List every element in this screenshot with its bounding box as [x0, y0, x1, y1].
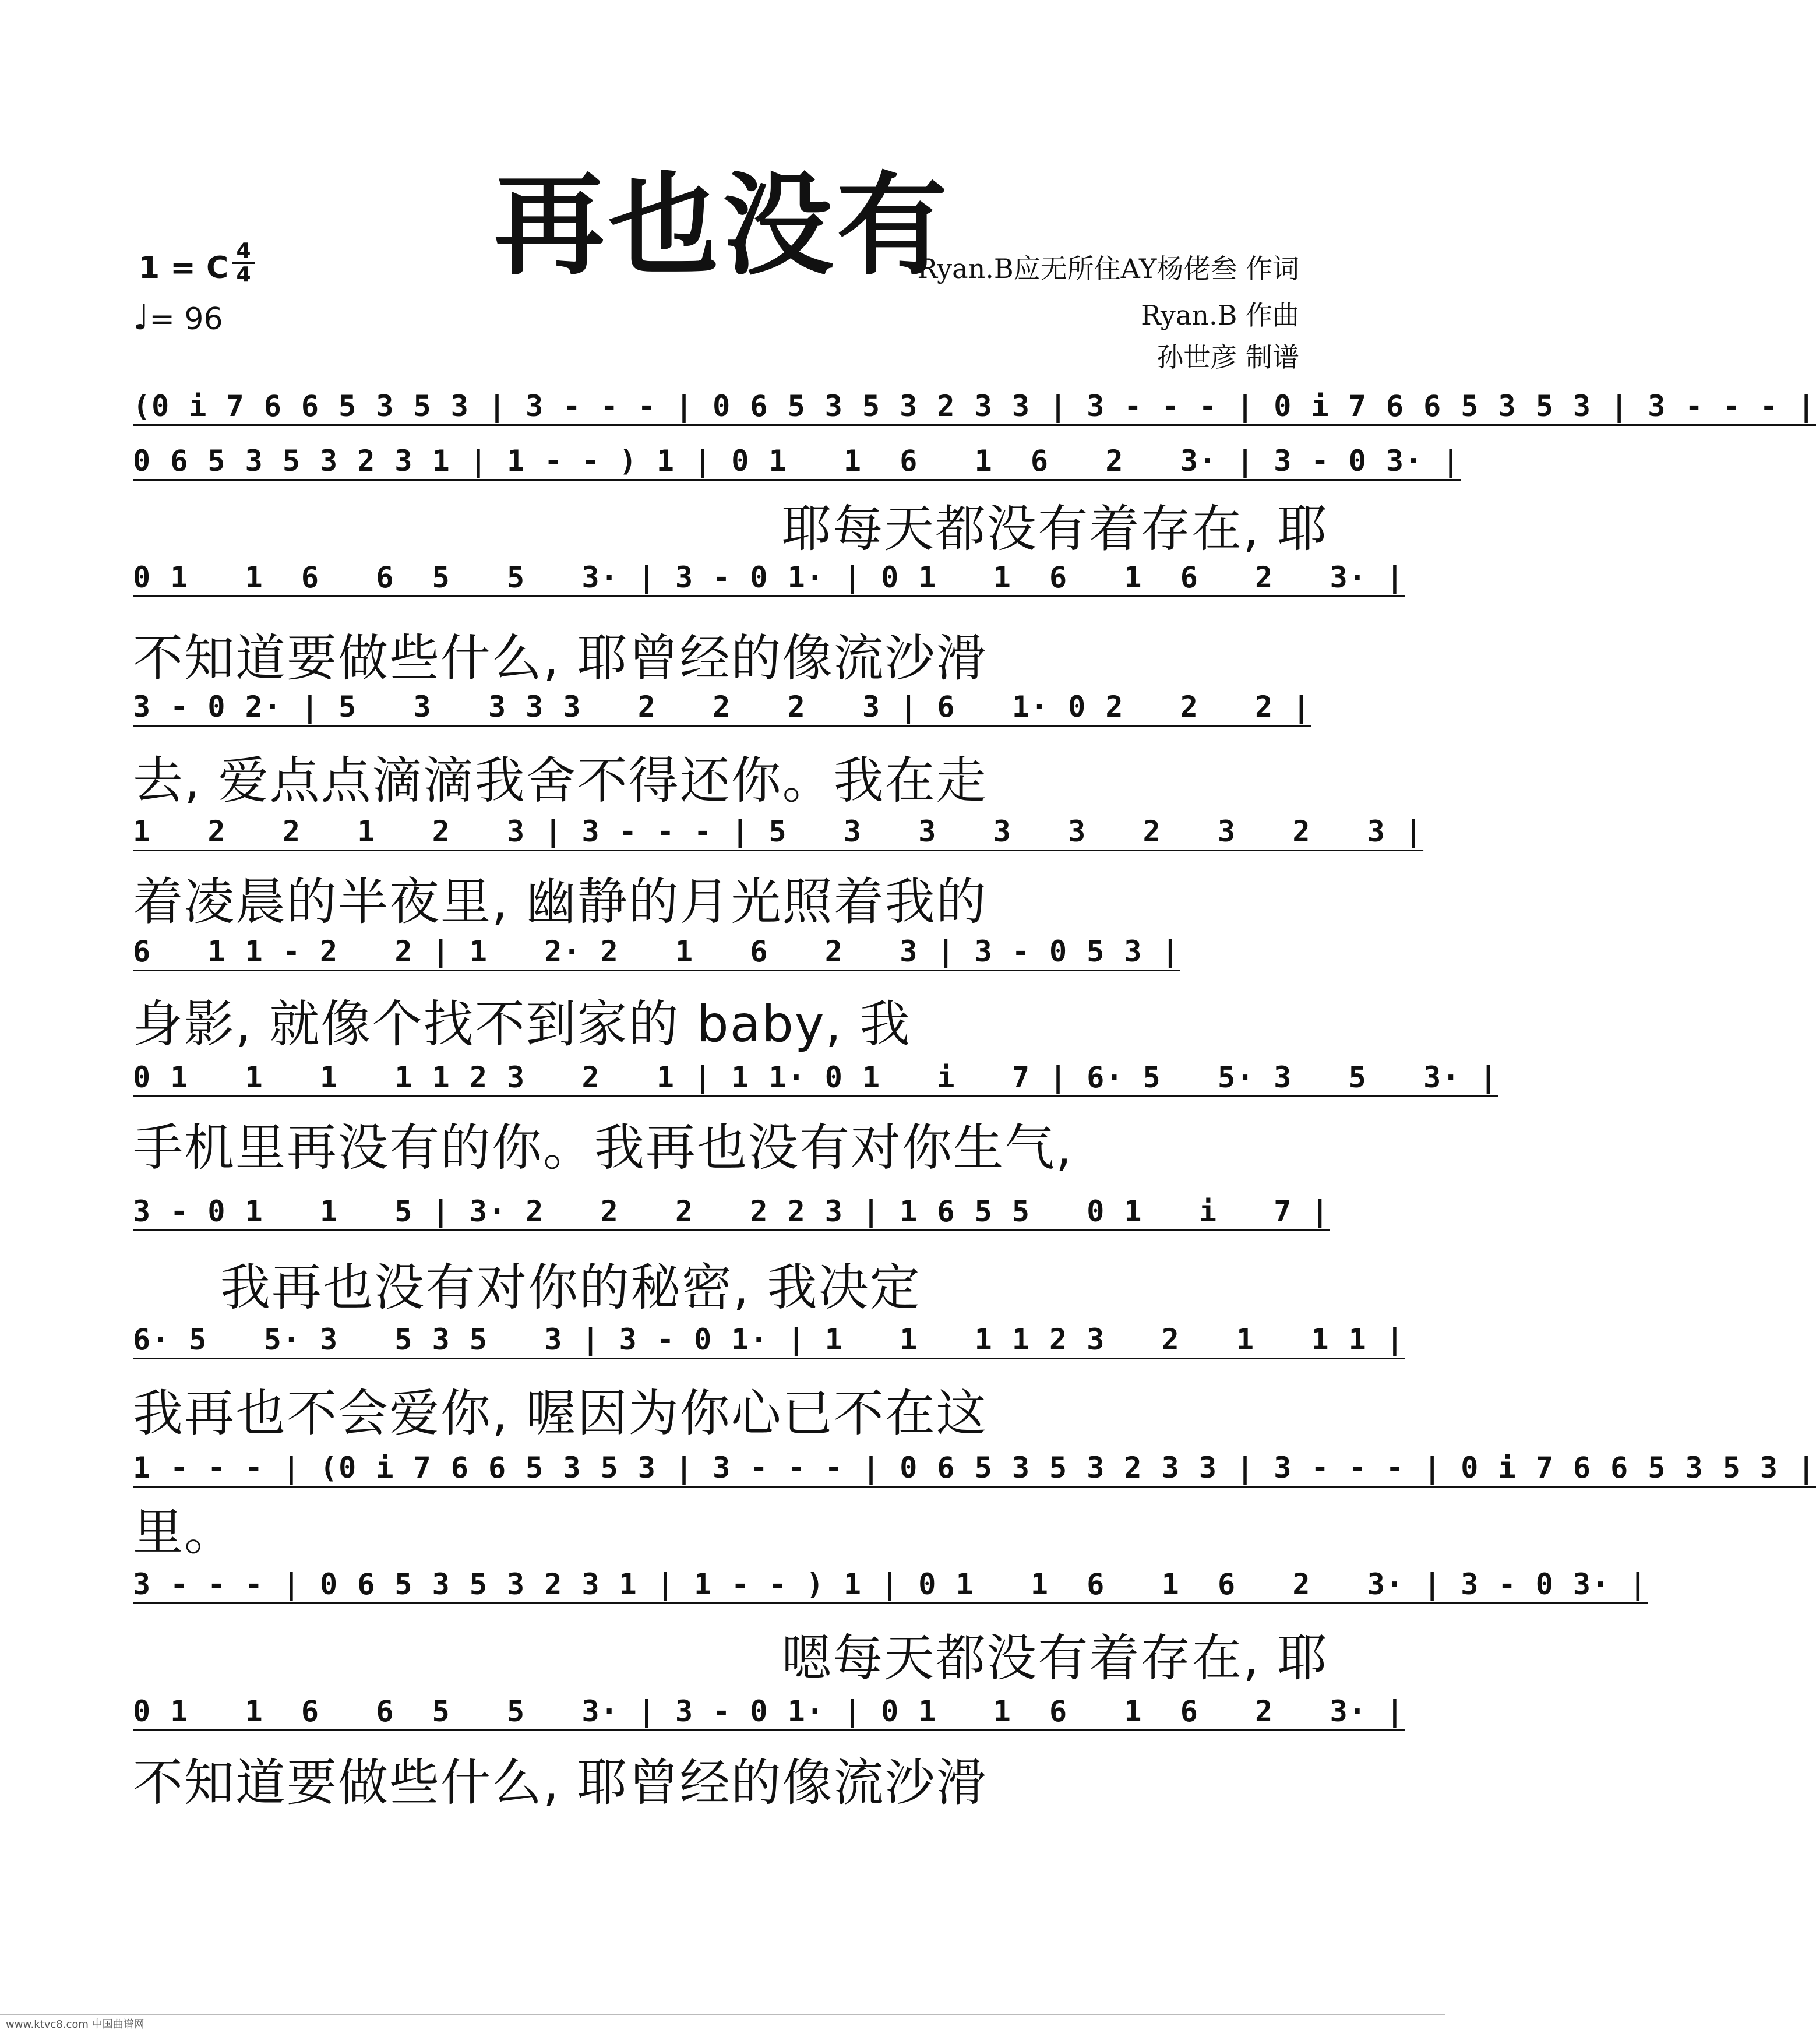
score-line-5-lyric: 着凌晨的半夜里, 幽静的月光照着我的 — [133, 873, 988, 931]
tempo-marking — [133, 297, 223, 338]
score-line-1-music: (0 i 7 6 6 5 3 5 3 | 3 - - - | 0 6 5 3 5 3 2 3 3 | 3 - - - | 0 i 7 6 6 5 3 5 3 | 3 - - - | — [133, 389, 1816, 423]
score-line-8-music: 3 - 0 1 1 5 | 3· 2 2 2 2 2 3 | 1 6 5 5 0 1 i 7 | — [133, 1194, 1330, 1228]
score-line-8-lyric: 我再也没有对你的秘密, 我决定 — [220, 1259, 921, 1317]
score-line-11-lyric: 嗯每天都没有着存在, 耶 — [781, 1629, 1328, 1687]
score-line-6-lyric: 身影, 就像个找不到家的 baby, 我 — [133, 995, 911, 1053]
tempo-value: = 96 — [149, 302, 223, 337]
score-line-11-music: 3 - - - | 0 6 5 3 5 3 2 3 1 | 1 - - ) 1 | 0 1 1 6 1 6 2 3· | 3 - 0 3· | — [133, 1567, 1648, 1601]
quarter-note-icon: ♩ — [133, 297, 150, 338]
score-line-2-lyric: 耶每天都没有着存在, 耶 — [781, 500, 1328, 558]
score-line-5-music: 1 2 2 1 2 3 | 3 - - - | 5 3 3 3 3 2 3 2 3 | — [133, 815, 1424, 848]
score-line-6-music: 6 1 1 - 2 2 | 1 2· 2 1 6 2 3 | 3 - 0 5 3 | — [133, 935, 1180, 968]
score-line-7-lyric: 手机里再没有的你。我再也没有对你生气, — [133, 1119, 1073, 1177]
time-signature-numerator: 4 — [232, 240, 255, 264]
score-line-10-music: 1 - - - | (0 i 7 6 6 5 3 5 3 | 3 - - - | 0 6 5 3 5 3 2 3 3 | 3 - - - | 0 i 7 6 6 5 3 5 3 | — [133, 1451, 1816, 1485]
score-line-10-lyric: 里。 — [133, 1503, 235, 1562]
score-line-12-music: 0 1 1 6 6 5 5 3· | 3 - 0 1· | 0 1 1 6 1 6 2 3· | — [133, 1694, 1405, 1728]
score-line-12-lyric: 不知道要做些什么, 耶曾经的像流沙滑 — [133, 1754, 988, 1812]
score-line-9-lyric: 我再也不会爱你, 喔因为你心已不在这 — [133, 1384, 988, 1443]
composer-credit: Ryan.B 作曲 — [1141, 299, 1299, 331]
bottom-divider — [0, 2014, 1445, 2015]
time-signature-denominator: 4 — [236, 263, 251, 287]
lyricist-credit: Ryan.B应无所住AY杨佬叁 作词 — [917, 253, 1299, 284]
score-line-4-lyric: 去, 爱点点滴滴我舍不得还你。我在走 — [133, 752, 988, 810]
score-line-7-music: 0 1 1 1 1 1 2 3 2 1 | 1 1· 0 1 i 7 | 6· 5 5· 3 5 3· | — [133, 1060, 1498, 1094]
key-signature: 1 = C — [139, 251, 229, 286]
time-signature — [232, 240, 255, 286]
score-line-9-music: 6· 5 5· 3 5 3 5 3 | 3 - 0 1· | 1 1 1 1 2 3 2 1 1 1 | — [133, 1323, 1405, 1356]
arranger-credit: 孙世彦 制谱 — [1156, 341, 1299, 373]
footer-watermark: www.ktvc8.com 中国曲谱网 — [6, 2018, 144, 2031]
score-line-3-lyric: 不知道要做些什么, 耶曾经的像流沙滑 — [133, 629, 988, 688]
score-line-4-music: 3 - 0 2· | 5 3 3 3 3 2 2 2 3 | 6 1· 0 2 2 2 | — [133, 690, 1311, 724]
song-title: 再也没有 — [493, 160, 951, 290]
score-line-3-music: 0 1 1 6 6 5 5 3· | 3 - 0 1· | 0 1 1 6 1 6 2 3· | — [133, 561, 1405, 594]
score-line-2-music: 0 6 5 3 5 3 2 3 1 | 1 - - ) 1 | 0 1 1 6 1 6 2 3· | 3 - 0 3· | — [133, 444, 1461, 478]
